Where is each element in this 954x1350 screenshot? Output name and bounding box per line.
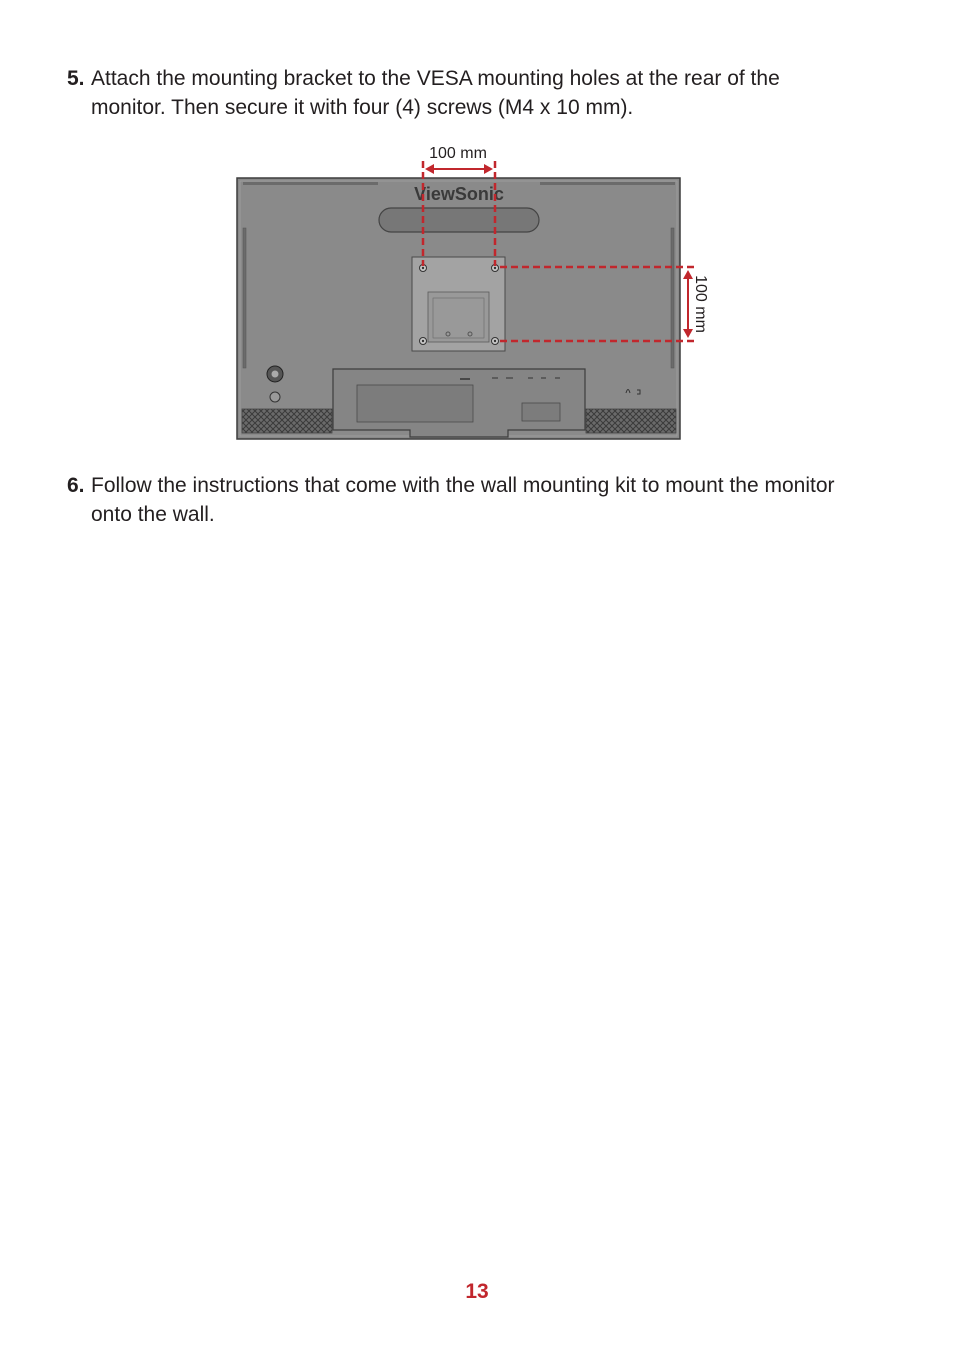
horizontal-dimension-label: 100 mm (429, 145, 487, 162)
step-number: 6. (67, 474, 85, 497)
monitor-rear-view (237, 178, 680, 439)
step-number: 5. (67, 67, 85, 90)
step-text: Follow the instructions that come with the wall mounting kit to mount the monitor onto the wall. (91, 474, 835, 526)
step-6 (67, 471, 857, 529)
vertical-dimension-label: 100 mm (691, 275, 709, 333)
brand-logo: ViewSonic (414, 184, 504, 204)
step-5 (67, 64, 857, 122)
vesa-mount-diagram (230, 138, 730, 448)
screw-hole (420, 338, 427, 345)
screw-hole (492, 338, 499, 345)
horizontal-dimension-arrow (425, 164, 493, 174)
vertical-dimension-arrow (683, 270, 693, 338)
page-number: 13 (465, 1280, 489, 1303)
step-text: Attach the mounting bracket to the VESA mounting holes at the rear of the monitor. Then secure it with four (4) screws (M4 x 10 mm). (91, 67, 780, 119)
